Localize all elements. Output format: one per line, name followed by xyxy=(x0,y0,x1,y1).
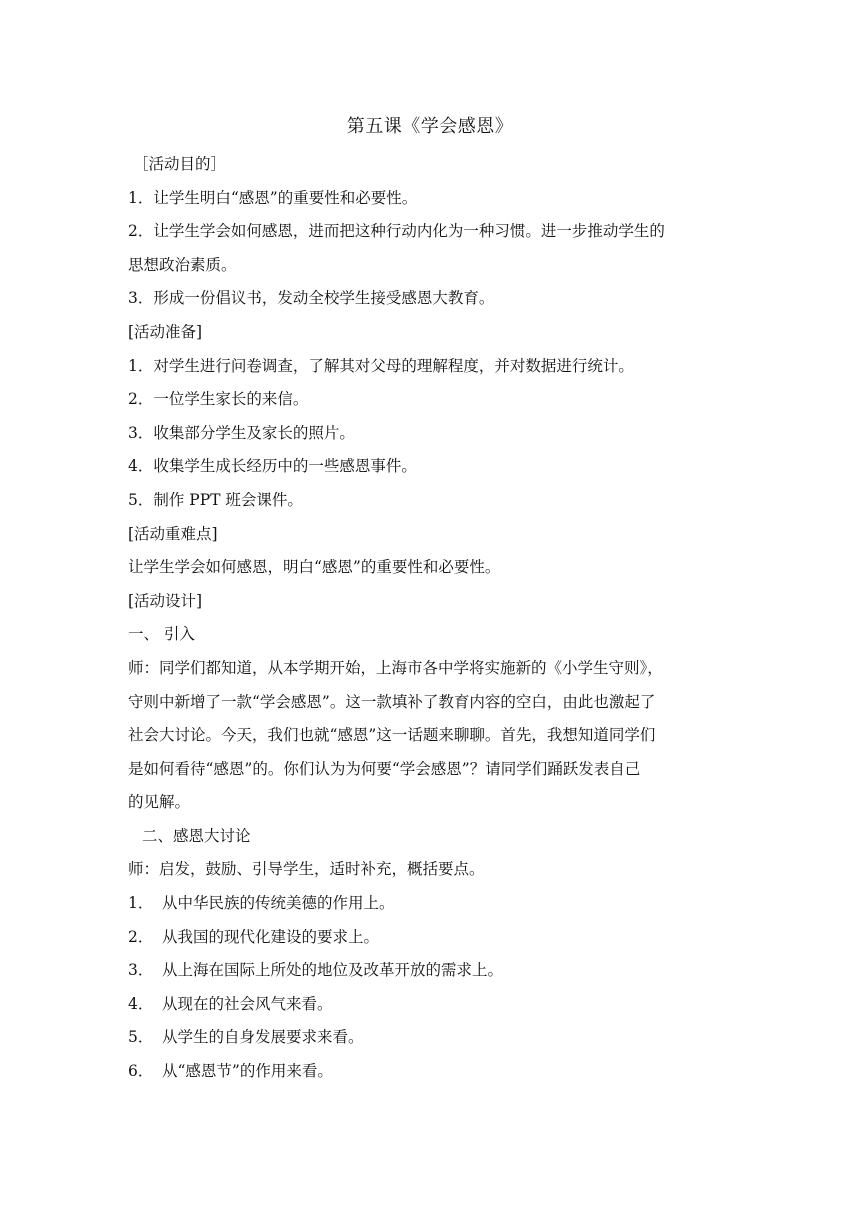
discussion-point xyxy=(128,887,738,921)
purpose-item-2-continued: 思想政治素质。 xyxy=(128,255,237,274)
point-number: 1． xyxy=(128,894,154,913)
section-heading-design: [活动设计] xyxy=(128,591,203,610)
discussion-point xyxy=(128,921,738,955)
discussion-point xyxy=(128,1055,738,1089)
point-text: 从上海在国际上所处的地位及改革开放的需求上。 xyxy=(162,961,504,980)
prep-item-1: 1．对学生进行问卷调查，了解其对父母的理解程度，并对数据进行统计。 xyxy=(128,356,634,375)
point-text: 从现在的社会风气来看。 xyxy=(162,994,333,1013)
part1-line-2: 守则中新增了一款“学会感恩”。这一款填补了教育内容的空白，由此也激起了 xyxy=(128,692,656,711)
section-heading-purpose: ［活动目的］ xyxy=(133,155,227,173)
discussion-point xyxy=(128,1021,738,1055)
purpose-item-3: 3．形成一份倡议书，发动全校学生接受感恩大教育。 xyxy=(128,289,495,308)
point-number: 3． xyxy=(128,961,154,980)
part1-line-5: 的见解。 xyxy=(128,793,191,812)
part2-intro: 师：启发，鼓励、引导学生，适时补充，概括要点。 xyxy=(128,860,485,879)
point-text: 从我国的现代化建设的要求上。 xyxy=(162,927,380,946)
discussion-point xyxy=(128,988,738,1022)
point-number: 2． xyxy=(128,927,154,946)
part1-line-3: 社会大讨论。今天，我们也就“感恩”这一话题来聊聊。首先，我想知道同学们 xyxy=(128,726,656,745)
prep-item-3: 3．收集部分学生及家长的照片。 xyxy=(128,423,355,442)
section-heading-key: [活动重难点] xyxy=(128,524,218,543)
part1-heading: 一、 引入 xyxy=(128,625,195,644)
page-title: 第五课《学会感恩》 xyxy=(346,116,514,137)
point-text: 从“感恩节”的作用来看。 xyxy=(162,1062,333,1081)
point-text: 从中华民族的传统美德的作用上。 xyxy=(162,894,395,913)
part1-line-1: 师：同学们都知道，从本学期开始，上海市各中学将实施新的《小学生守则》， xyxy=(128,658,663,677)
point-text: 从学生的自身发展要求来看。 xyxy=(162,1028,364,1047)
prep-item-4: 4．收集学生成长经历中的一些感恩事件。 xyxy=(128,457,417,476)
point-number: 6． xyxy=(128,1062,154,1081)
part1-line-4: 是如何看待“感恩”的。你们认为为何要“学会感恩”？请同学们踊跃发表自己 xyxy=(128,759,641,778)
prep-item-2: 2．一位学生家长的来信。 xyxy=(128,390,309,409)
key-text: 让学生学会如何感恩，明白“感恩”的重要性和必要性。 xyxy=(128,558,501,577)
purpose-item-1: 1．让学生明白“感恩”的重要性和必要性。 xyxy=(128,188,418,207)
document-body xyxy=(128,148,738,1089)
discussion-point xyxy=(128,954,738,988)
part2-heading: 二、感恩大讨论 xyxy=(142,826,251,845)
purpose-item-2: 2．让学生学会如何感恩，进而把这种行动内化为一种习惯。进一步推动学生的 xyxy=(128,222,665,241)
point-number: 5． xyxy=(128,1028,154,1047)
section-heading-prep: [活动准备] xyxy=(128,322,203,341)
prep-item-5: 5．制作 PPT 班会课件。 xyxy=(128,490,303,509)
point-number: 4． xyxy=(128,994,154,1013)
